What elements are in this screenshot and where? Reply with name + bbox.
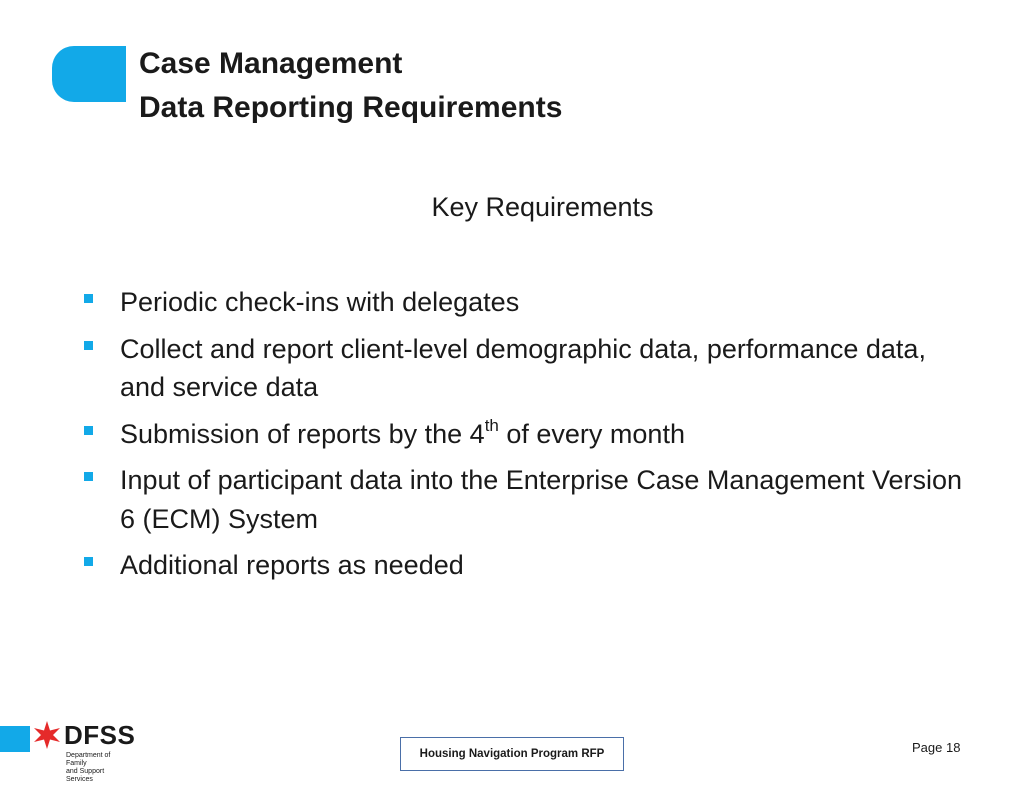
bullet-square-icon bbox=[84, 426, 93, 435]
bullet-square-icon bbox=[84, 294, 93, 303]
list-item bbox=[84, 415, 964, 454]
logo-subtext-line-2: and Support Services bbox=[66, 768, 105, 783]
list-item-text: Input of participant data into the Enterprise Case Management Version 6 (ECM) System bbox=[120, 465, 963, 534]
footer-accent-strip bbox=[0, 726, 30, 752]
list-item-text: Periodic check-ins with delegates bbox=[120, 287, 520, 317]
program-label-box: Housing Navigation Program RFP bbox=[400, 737, 624, 771]
dfss-logo bbox=[32, 720, 136, 783]
list-item bbox=[84, 461, 964, 538]
header-accent-shape bbox=[52, 46, 126, 102]
list-item-text-after: of every month bbox=[498, 418, 685, 449]
list-item-text: Additional reports as needed bbox=[120, 550, 464, 580]
list-item bbox=[84, 330, 964, 407]
logo-subtext bbox=[66, 752, 132, 784]
page-title bbox=[139, 42, 562, 130]
logo-subtext-line-1: Department of Family bbox=[66, 752, 111, 767]
bullet-square-icon bbox=[84, 341, 93, 350]
list-item bbox=[84, 283, 964, 322]
title-line-1: Case Management bbox=[139, 47, 403, 80]
section-heading: Key Requirements bbox=[431, 192, 654, 222]
requirements-list bbox=[84, 283, 964, 593]
page-number: Page 18 bbox=[912, 740, 961, 755]
bullet-square-icon bbox=[84, 472, 93, 481]
list-item bbox=[84, 546, 964, 585]
bullet-square-icon bbox=[84, 557, 93, 566]
title-line-2: Data Reporting Requirements bbox=[139, 91, 563, 124]
list-item-text: Collect and report client-level demographic data, performance data, and service data bbox=[120, 333, 926, 402]
chicago-star-icon bbox=[32, 720, 62, 750]
ordinal-suffix: th bbox=[484, 415, 499, 435]
list-item-text-before: Submission of reports by the 4 bbox=[120, 418, 485, 449]
logo-wordmark: DFSS bbox=[64, 720, 136, 750]
